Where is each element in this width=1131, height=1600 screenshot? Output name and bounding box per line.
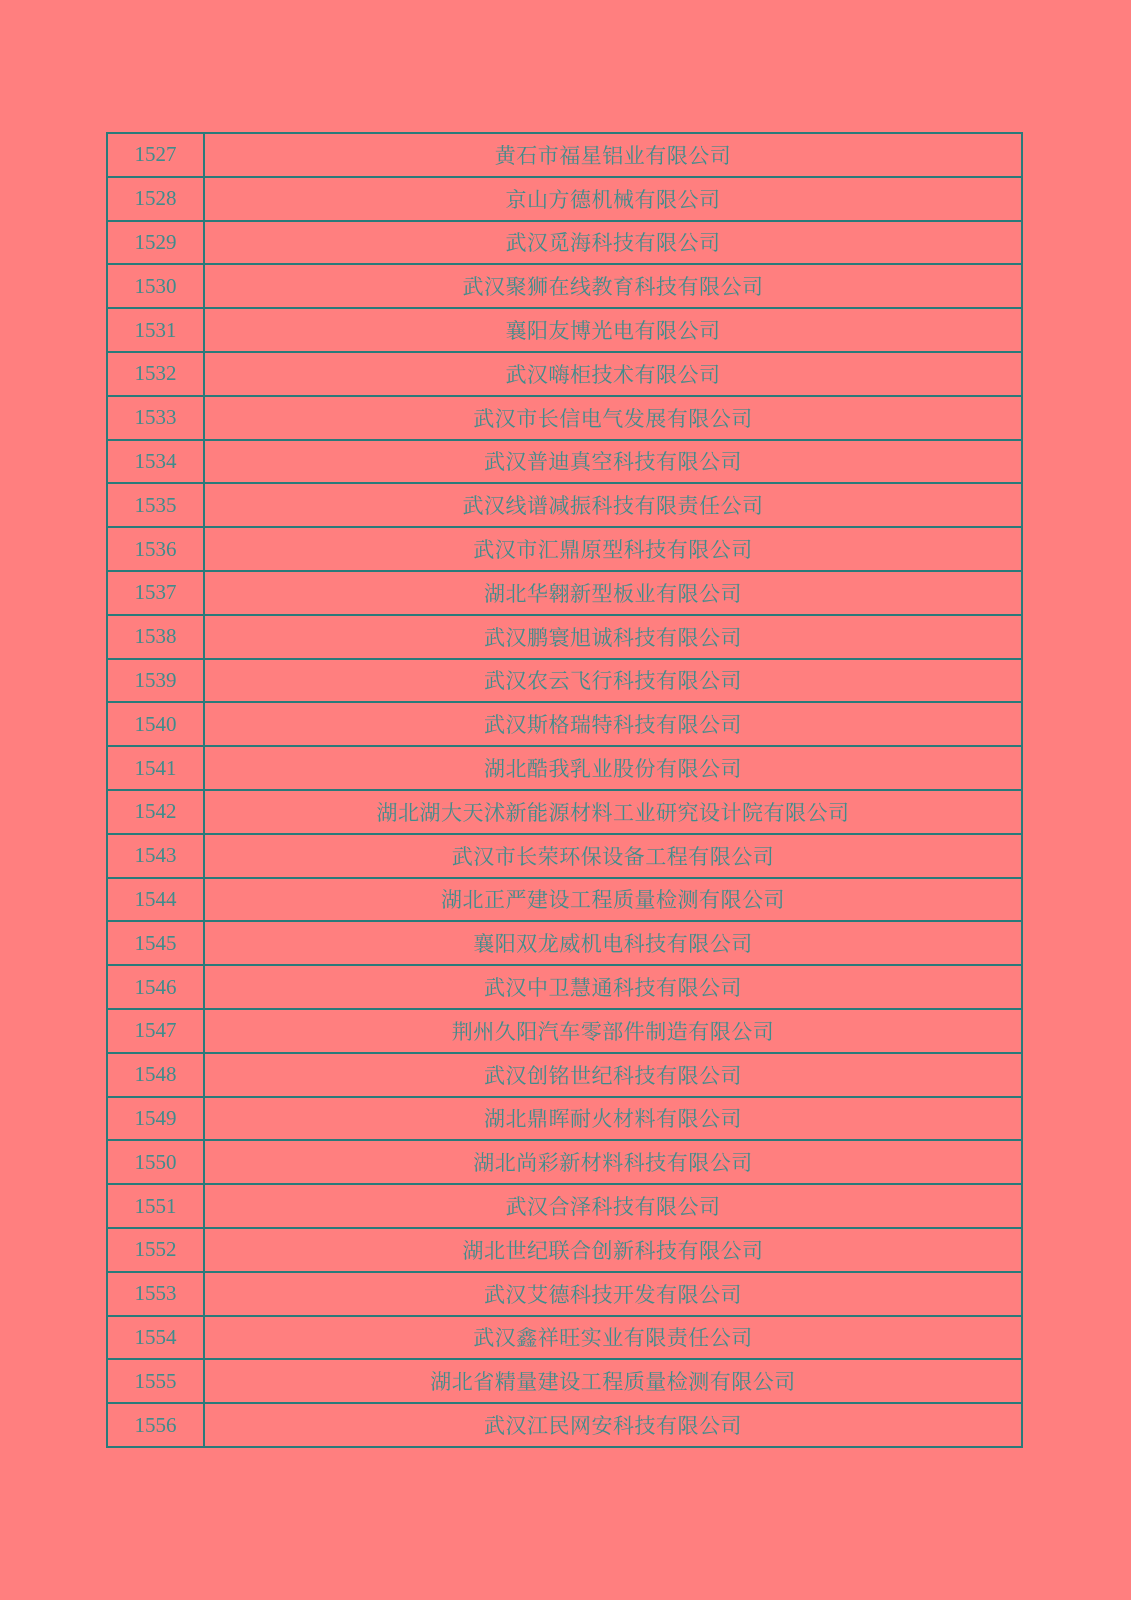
row-number: 1531 <box>107 308 204 352</box>
table-row <box>107 1009 1022 1053</box>
table-row <box>107 1097 1022 1141</box>
row-number: 1539 <box>107 659 204 703</box>
row-number: 1550 <box>107 1140 204 1184</box>
table-row <box>107 308 1022 352</box>
company-name: 武汉斯格瑞特科技有限公司 <box>204 702 1022 746</box>
table-row <box>107 1272 1022 1316</box>
table-row <box>107 921 1022 965</box>
row-number: 1546 <box>107 965 204 1009</box>
company-name: 襄阳双龙威机电科技有限公司 <box>204 921 1022 965</box>
company-name: 襄阳友博光电有限公司 <box>204 308 1022 352</box>
table-row <box>107 790 1022 834</box>
row-number: 1538 <box>107 615 204 659</box>
company-name: 湖北尚彩新材料科技有限公司 <box>204 1140 1022 1184</box>
table-row <box>107 396 1022 440</box>
row-number: 1549 <box>107 1097 204 1141</box>
row-number: 1542 <box>107 790 204 834</box>
row-number: 1529 <box>107 221 204 265</box>
company-name: 湖北湖大天沭新能源材料工业研究设计院有限公司 <box>204 790 1022 834</box>
company-name: 武汉市长信电气发展有限公司 <box>204 396 1022 440</box>
company-name: 武汉农云飞行科技有限公司 <box>204 659 1022 703</box>
company-name: 武汉线谱减振科技有限责任公司 <box>204 483 1022 527</box>
row-number: 1535 <box>107 483 204 527</box>
table-row <box>107 702 1022 746</box>
table-row <box>107 1184 1022 1228</box>
table-row <box>107 1359 1022 1403</box>
table-row <box>107 1228 1022 1272</box>
row-number: 1544 <box>107 878 204 922</box>
row-number: 1552 <box>107 1228 204 1272</box>
company-name: 武汉鑫祥旺实业有限责任公司 <box>204 1316 1022 1360</box>
table-row <box>107 1140 1022 1184</box>
company-name: 武汉普迪真空科技有限公司 <box>204 440 1022 484</box>
company-name: 荆州久阳汽车零部件制造有限公司 <box>204 1009 1022 1053</box>
row-number: 1537 <box>107 571 204 615</box>
row-number: 1545 <box>107 921 204 965</box>
row-number: 1534 <box>107 440 204 484</box>
company-name: 湖北酷我乳业股份有限公司 <box>204 746 1022 790</box>
table-row <box>107 221 1022 265</box>
table-row <box>107 177 1022 221</box>
table-row <box>107 615 1022 659</box>
table-row <box>107 659 1022 703</box>
row-number: 1554 <box>107 1316 204 1360</box>
row-number: 1543 <box>107 834 204 878</box>
company-name: 武汉艾德科技开发有限公司 <box>204 1272 1022 1316</box>
company-name: 武汉嗨柜技术有限公司 <box>204 352 1022 396</box>
table-row <box>107 965 1022 1009</box>
row-number: 1548 <box>107 1053 204 1097</box>
table-row <box>107 746 1022 790</box>
company-name: 湖北鼎晖耐火材料有限公司 <box>204 1097 1022 1141</box>
row-number: 1540 <box>107 702 204 746</box>
company-list-table <box>106 132 1023 1448</box>
company-name: 武汉觅海科技有限公司 <box>204 221 1022 265</box>
company-name: 武汉江民网安科技有限公司 <box>204 1403 1022 1447</box>
company-list-body <box>107 133 1022 1447</box>
row-number: 1541 <box>107 746 204 790</box>
company-name: 黄石市福星铝业有限公司 <box>204 133 1022 177</box>
row-number: 1556 <box>107 1403 204 1447</box>
company-name: 武汉创铭世纪科技有限公司 <box>204 1053 1022 1097</box>
row-number: 1533 <box>107 396 204 440</box>
company-name: 湖北世纪联合创新科技有限公司 <box>204 1228 1022 1272</box>
row-number: 1555 <box>107 1359 204 1403</box>
table-row <box>107 352 1022 396</box>
table-row <box>107 1053 1022 1097</box>
company-name: 京山方德机械有限公司 <box>204 177 1022 221</box>
company-name: 武汉市长荣环保设备工程有限公司 <box>204 834 1022 878</box>
company-name: 武汉聚狮在线教育科技有限公司 <box>204 264 1022 308</box>
table-row <box>107 440 1022 484</box>
table-row <box>107 527 1022 571</box>
table-row <box>107 133 1022 177</box>
table-row <box>107 264 1022 308</box>
company-name: 湖北省精量建设工程质量检测有限公司 <box>204 1359 1022 1403</box>
row-number: 1551 <box>107 1184 204 1228</box>
company-name: 武汉市汇鼎原型科技有限公司 <box>204 527 1022 571</box>
company-name: 武汉中卫慧通科技有限公司 <box>204 965 1022 1009</box>
row-number: 1553 <box>107 1272 204 1316</box>
table-row <box>107 483 1022 527</box>
row-number: 1536 <box>107 527 204 571</box>
row-number: 1532 <box>107 352 204 396</box>
table-row <box>107 878 1022 922</box>
company-name: 武汉合泽科技有限公司 <box>204 1184 1022 1228</box>
table-row <box>107 1403 1022 1447</box>
table-row <box>107 834 1022 878</box>
company-name: 湖北华翱新型板业有限公司 <box>204 571 1022 615</box>
row-number: 1547 <box>107 1009 204 1053</box>
row-number: 1528 <box>107 177 204 221</box>
table-row <box>107 571 1022 615</box>
company-name: 武汉鹏寰旭诚科技有限公司 <box>204 615 1022 659</box>
company-name: 湖北正严建设工程质量检测有限公司 <box>204 878 1022 922</box>
row-number: 1527 <box>107 133 204 177</box>
row-number: 1530 <box>107 264 204 308</box>
table-row <box>107 1316 1022 1360</box>
